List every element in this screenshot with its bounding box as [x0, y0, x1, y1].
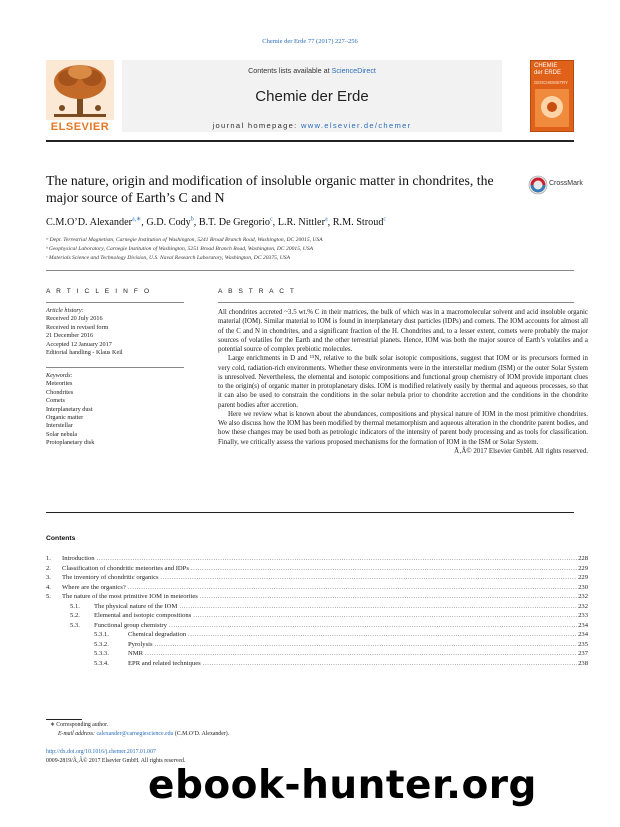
homepage-prefix: journal homepage:	[212, 121, 301, 130]
keyword: Comets	[46, 397, 65, 405]
email-link[interactable]: calexander@carnegiescience.edu	[96, 731, 174, 737]
toc-entry-page: 234	[578, 621, 588, 629]
author-affiliation-mark: a	[324, 217, 328, 223]
toc-leader-dots	[145, 650, 577, 657]
toc-entry-page: 229	[578, 574, 588, 581]
toc-entry-number: 5.3.4.	[94, 659, 109, 667]
toc-entry-number: 2.	[46, 564, 51, 572]
keyword: Interplanetary dust	[46, 405, 93, 413]
keywords-block	[46, 372, 94, 448]
toc-entry[interactable]	[46, 555, 588, 564]
history-line: 21 December 2016	[46, 332, 94, 340]
keyword: Meteorites	[46, 380, 73, 388]
history-line: Editorial handling - Klaus Keil	[46, 349, 123, 357]
toc-leader-dots	[179, 603, 577, 610]
toc-entry-number: 1.	[46, 555, 51, 562]
toc-entry-label: Pyrolysis	[128, 640, 153, 648]
toc-entry-label: The physical nature of the IOM	[94, 602, 178, 610]
toc-entry[interactable]	[46, 574, 588, 583]
watermark-text: ebook-hunter.org	[148, 763, 537, 808]
toc-entry-number: 5.2.	[70, 612, 80, 619]
abstract-paragraph: All chondrites accreted ~3.5 wt.% C in their matrices, the bulk of which was in a macromolecular solvent and acid insoluble organic material (IOM). Similar material to IOM is found in interplanetary dust particles (IDPs) and comets. The IOM accounts for almost all of the C and N in chondrites, and a significant fraction of the H. Chondrites and, to a lesser extent, comets were probably the major sources of volatiles for the Earth and the other terrestrial planets. Hence, IOM was both the major source of Earth’s volatiles and a potential source of complex prebiotic molecules.	[218, 309, 588, 353]
toc-entry-label: The inventory of chondritic organics	[62, 574, 159, 581]
email-suffix: (C.M.O’D. Alexander).	[173, 731, 230, 737]
toc-entry-number: 5.3.2.	[94, 640, 109, 648]
journal-cover-thumbnail[interactable]	[530, 60, 574, 132]
keyword: Chondrites	[46, 388, 74, 396]
affiliation-b: ᵇ Geophysical Laboratory, Carnegie Institution of Washington, 5251 Broad Branch Road, Washington, DC 20015, USA	[46, 246, 314, 252]
toc-entry-label: The nature of the most primitive IOM in meteorites	[62, 593, 198, 600]
abstract-paragraph: Large enrichments in D and ¹⁵N, relative to the bulk solar isotopic compositions, suggest that IOM or its precursors formed in very cold, radiation-rich environments. Whether these environments were in the interstellar medium (ISM) or the outer Solar System is unresolved. Nevertheless, the elemental and isotopic compositions and functional group chemistry of IOM provide important clues to the origin(s) of organic matter in protoplanetary disks. IOM is modified relatively easily by thermal and aqueous processes, so that it can also be used to constrain the conditions in the solar nebula prior to chondrite accretion and the conditions in the chondrite parent bodies after accretion.	[218, 355, 588, 409]
doi-link[interactable]: http://dx.doi.org/10.1016/j.chemer.2017.01.007	[46, 749, 156, 755]
toc-entry-page: 233	[578, 612, 588, 619]
journal-homepage-line	[122, 121, 502, 130]
toc-entry-page: 232	[578, 602, 588, 610]
toc-entry-label: EPR and related techniques	[128, 659, 201, 667]
author-affiliation-mark: c	[383, 217, 387, 223]
cover-title-line1: CHEMIE	[534, 63, 558, 69]
keyword: Solar nebula	[46, 430, 78, 438]
doi-link-line	[46, 749, 156, 755]
toc-entry-page: 232	[578, 593, 588, 600]
journal-banner	[122, 60, 502, 132]
cover-title-line2: der ERDE	[534, 70, 562, 76]
toc-leader-dots	[161, 574, 578, 581]
toc-entry-number: 4.	[46, 583, 51, 591]
keywords-label: Keywords:	[46, 372, 73, 379]
toc-entry-label: Introduction	[62, 555, 95, 562]
abstract-copyright: Ã‚Â© 2017 Elsevier GmbH. All rights reserved.	[454, 447, 588, 455]
toc-entry-page: 238	[578, 659, 588, 667]
homepage-link[interactable]: www.elsevier.de/chemer	[300, 121, 412, 130]
affiliations-rule	[46, 270, 574, 271]
toc-entry-page: 230	[578, 583, 588, 591]
toc-leader-dots	[193, 612, 577, 619]
contents-available-prefix: Contents lists available at	[248, 66, 332, 75]
toc-entry-number: 5.3.1.	[94, 631, 109, 638]
author[interactable]: L.R. Nittler$^a$,	[277, 217, 333, 229]
author-affiliation-mark: a,∗	[132, 217, 142, 223]
contents-heading: Contents	[46, 535, 76, 542]
crossmark-label: CrossMark	[549, 180, 583, 187]
toc-entry-number: 5.1.	[70, 602, 80, 610]
affiliation-a: ᵃ Dept. Terrestrial Magnetism, Carnegie Institution of Washington, 5241 Broad Branch Road, Washington, DC 20015, USA	[46, 237, 323, 243]
email-label: E-mail address:	[58, 731, 97, 737]
toc-entry-number: 5.3.3.	[94, 650, 109, 657]
contents-available-line	[122, 66, 502, 75]
toc-entry-number: 5.3.	[70, 621, 80, 629]
toc-entry-label: NMR	[128, 650, 144, 657]
keyword: Protoplanetary disk	[46, 439, 95, 447]
journal-citation[interactable]: Chemie der Erde 77 (2017) 227–256	[262, 38, 358, 45]
cover-art	[535, 89, 569, 127]
author[interactable]: B.T. De Gregorio$^c$,	[198, 217, 278, 229]
toc-leader-dots	[155, 641, 578, 648]
header-rule	[46, 140, 574, 142]
toc-entry[interactable]	[46, 660, 588, 669]
toc-entry[interactable]	[46, 584, 588, 593]
toc-leader-dots	[169, 622, 577, 629]
author[interactable]: C.M.O’D. Alexander$^{a,∗}$,	[46, 217, 147, 229]
toc-leader-dots	[191, 565, 577, 572]
toc-entry-label: Functional group chemistry	[94, 621, 167, 629]
contents-rule	[46, 512, 574, 513]
history-line: Received in revised form	[46, 323, 109, 331]
publisher-logo-text: ELSEVIER	[50, 121, 110, 133]
issn-line: 0009-2819/Ã‚Â© 2017 Elsevier GmbH. All rights reserved.	[46, 758, 186, 764]
article-info-rule	[46, 302, 184, 303]
toc-entry[interactable]	[46, 565, 588, 574]
toc-entry-label: Where are the organics?	[62, 583, 126, 591]
toc-leader-dots	[200, 593, 577, 600]
toc-entry[interactable]	[46, 650, 588, 659]
article-info-heading: A R T I C L E I N F O	[46, 288, 152, 295]
toc-entry[interactable]	[46, 603, 588, 612]
footnote-rule	[46, 719, 82, 720]
history-line: Received 20 July 2016	[46, 315, 103, 323]
keyword: Organic matter	[46, 414, 84, 422]
author[interactable]: R.M. Stroud$^c$	[332, 217, 387, 229]
corresponding-author-note: ∗ Corresponding author.	[50, 722, 109, 728]
author[interactable]: G.D. Cody$^b$,	[146, 217, 199, 229]
toc-entry[interactable]	[46, 612, 588, 621]
article-title: The nature, origin and modification of insoluble organic matter in chondrites, the major source of Earth’s C and N	[46, 173, 494, 205]
toc-entry[interactable]	[46, 631, 588, 640]
toc-entry-label: Chemical degradation	[128, 631, 187, 638]
toc-entry[interactable]	[46, 593, 588, 602]
toc-entry-label: Elemental and isotopic compositions	[94, 612, 192, 619]
author-list	[46, 216, 566, 228]
toc-leader-dots	[97, 555, 578, 562]
keywords-rule	[46, 367, 184, 368]
author-affiliation-mark: b	[190, 217, 194, 223]
abstract-body	[218, 308, 588, 456]
sciencedirect-link[interactable]: ScienceDirect	[331, 66, 376, 75]
cover-subtitle: GEOCHEMISTRY	[534, 80, 568, 85]
article-history-label: Article history:	[46, 307, 84, 314]
article-history	[46, 307, 123, 357]
email-line	[58, 731, 229, 737]
toc-leader-dots	[188, 631, 577, 638]
toc-entry-page: 234	[578, 631, 588, 638]
crossmark-badge[interactable]	[528, 174, 588, 196]
journal-title: Chemie der Erde	[255, 88, 369, 105]
abstract-paragraph: Here we review what is known about the abundances, compositions and physical nature of IOM in the most primitive chondrites. We also discuss how the IOM has been modified by thermal metamorphism and aqueous alteration in the chondrite parent bodies, and how these changes may be used both as petrologic indicators of the intensity of parent body processing and as tools for classification. Finally, we critically assess the various proposed mechanisms for the formation of IOM in the ISM or Solar System.	[218, 410, 588, 446]
abstract-rule	[218, 302, 574, 303]
author-affiliation-mark: c	[269, 217, 273, 223]
toc-entry[interactable]	[46, 622, 588, 631]
toc-entry-number: 5.	[46, 593, 51, 600]
toc-leader-dots	[128, 584, 577, 591]
affiliation-c: ᶜ Materials Science and Technology Division, U.S. Naval Research Laboratory, Washington, DC 20375, USA	[46, 255, 291, 261]
toc-entry-page: 229	[578, 564, 588, 572]
toc-entry-number: 3.	[46, 574, 51, 581]
history-line: Accepted 12 January 2017	[46, 340, 112, 348]
toc-entry-page: 235	[578, 640, 588, 648]
toc-entry-page: 237	[578, 650, 588, 657]
toc-entry[interactable]	[46, 641, 588, 650]
abstract-heading: A B S T R A C T	[218, 288, 297, 295]
toc-entry-page: 228	[578, 555, 588, 562]
keyword: Interstellar	[46, 422, 73, 430]
toc-leader-dots	[203, 660, 577, 667]
toc-entry-label: Classification of chondritic meteorites and IDPs	[62, 564, 189, 572]
